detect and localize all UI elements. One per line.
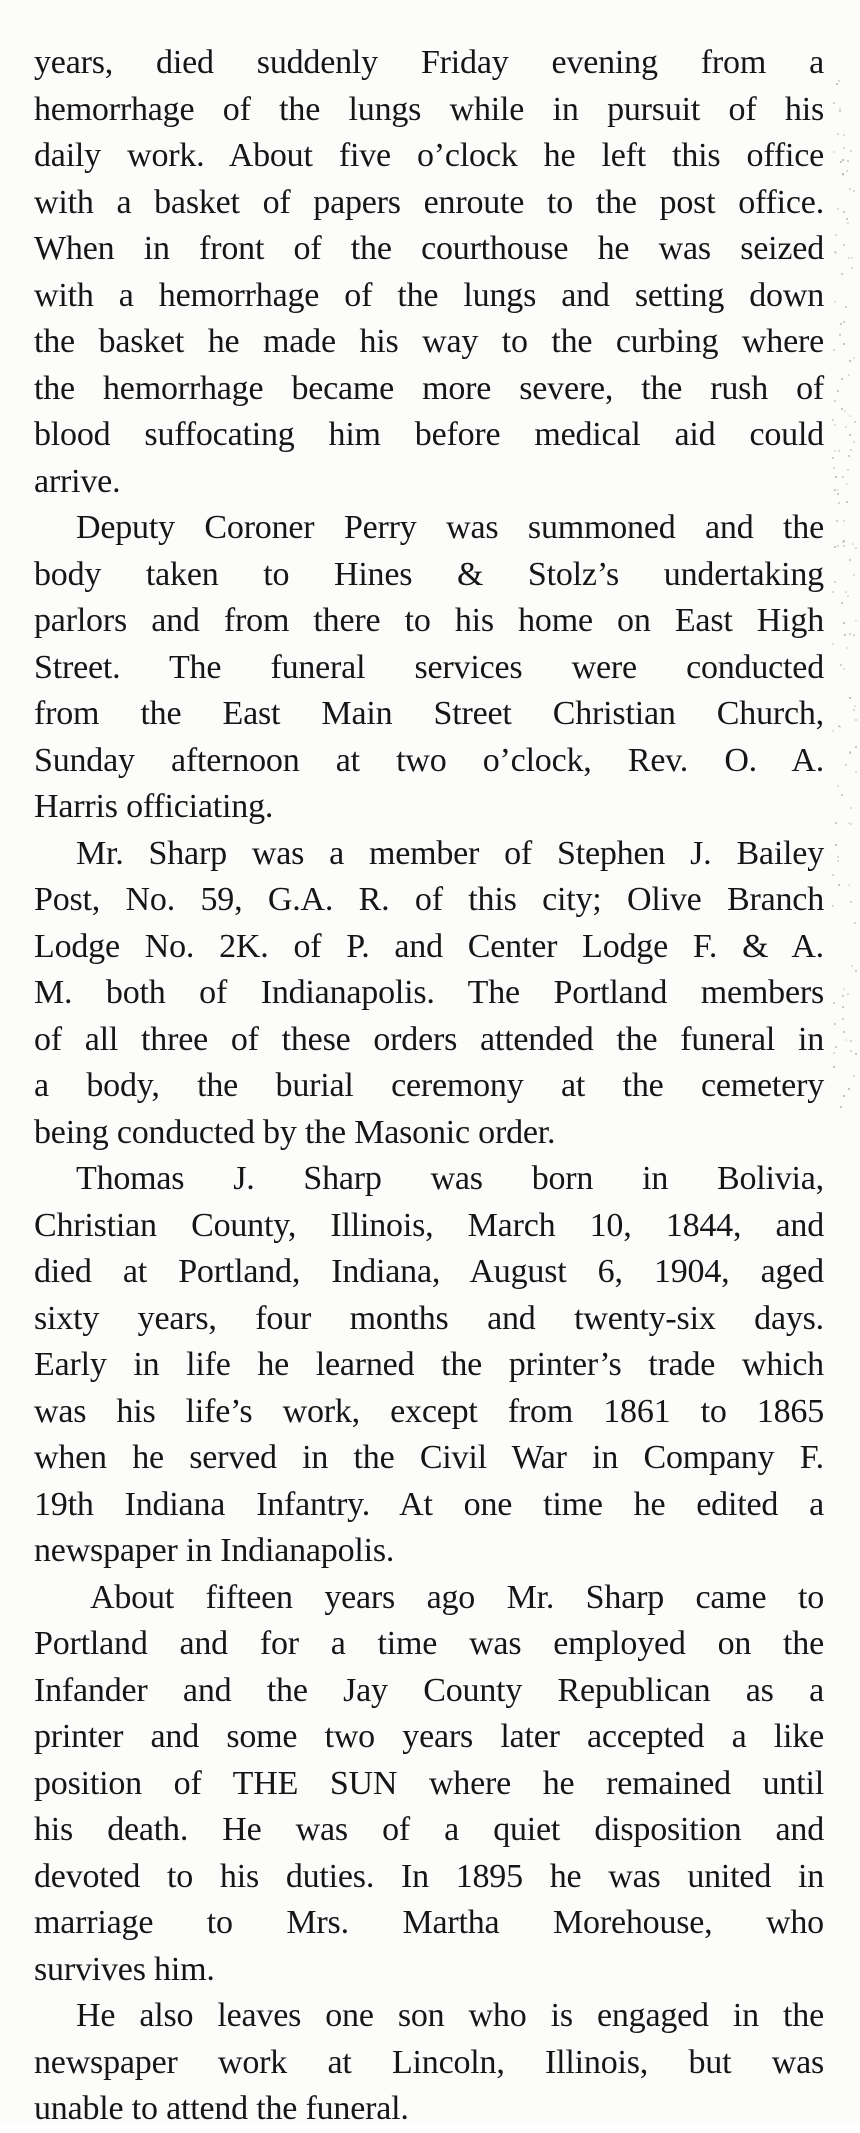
text-line: printer and some two years later accepted a like [34, 1718, 824, 1755]
scan-speck [840, 161, 842, 163]
text-line: Lodge No. 2K. of P. and Center Lodge F. & A. [34, 927, 824, 965]
text-line: newspaper in Indianapolis. [34, 1532, 395, 1569]
scan-speck [847, 993, 849, 995]
scan-speck [834, 400, 836, 402]
scan-speck [850, 807, 852, 809]
scan-speck [850, 823, 852, 825]
scan-speck [853, 190, 855, 192]
scan-speck [841, 273, 843, 275]
text-line: with a hemorrhage of the lungs and setting down [34, 276, 824, 314]
scan-speck [854, 421, 856, 423]
scan-edge-specks [830, 0, 860, 2123]
text-line: Early in life he learned the printer’s trade which [34, 1346, 824, 1383]
scan-speck [855, 746, 857, 748]
paragraph-survivors [34, 1993, 824, 2133]
scan-speck [835, 844, 837, 846]
scan-speck [838, 450, 840, 452]
scan-speck [834, 251, 836, 253]
text-line: Sunday afternoon at two o’clock, Rev. O. A. [34, 741, 824, 779]
scan-speck [843, 545, 845, 547]
scan-speck [849, 360, 851, 362]
scan-speck [849, 434, 851, 436]
scan-speck [834, 546, 836, 548]
scan-speck [843, 988, 845, 990]
scan-speck [855, 719, 857, 721]
paragraph-portland-employment [34, 1575, 824, 1994]
scan-speck [838, 80, 840, 82]
scan-speck [837, 489, 839, 491]
text-line: daily work. About five o’clock he left this office [34, 137, 824, 174]
scan-speck [843, 134, 845, 136]
text-line: When in front of the courthouse he was seized [34, 230, 824, 267]
scan-speck [837, 390, 839, 392]
text-line: Christian County, Illinois, March 10, 1844, and [34, 1206, 824, 1244]
scan-speck [843, 1031, 845, 1033]
paragraph-memberships [34, 831, 824, 1157]
scan-speck [843, 343, 845, 345]
scan-speck [832, 591, 834, 593]
scan-speck [842, 1006, 844, 1008]
scan-speck [832, 457, 834, 459]
text-line: being conducted by the Masonic order. [34, 1113, 556, 1151]
scan-speck [834, 301, 836, 303]
text-line: Infander and the Jay County Republican as a [34, 1671, 824, 1709]
text-line: of all three of these orders attended the funeral in [34, 1020, 824, 1058]
text-line: Portland and for a time was employed on the [34, 1625, 824, 1662]
scan-speck [832, 730, 834, 732]
paragraph-funeral-services [34, 505, 824, 831]
scan-speck [848, 822, 850, 824]
scan-speck [839, 108, 841, 110]
text-line: parlors and from there to his home on East High [34, 602, 824, 639]
scan-speck [853, 709, 855, 711]
scan-speck [851, 257, 853, 259]
scan-speck [834, 1023, 836, 1025]
text-line: hemorrhage of the lungs while in pursuit of his [34, 90, 824, 128]
scan-speck [849, 751, 851, 753]
scan-speck [842, 995, 844, 997]
text-line: died at Portland, Indiana, August 6, 1904, aged [34, 1253, 824, 1290]
scan-speck [850, 1050, 852, 1052]
scan-speck [849, 415, 851, 417]
scan-speck [851, 965, 853, 967]
scan-speck [841, 794, 843, 796]
scan-speck [837, 133, 839, 135]
scan-speck [847, 595, 849, 597]
scan-speck [851, 267, 853, 269]
scan-speck [834, 581, 836, 583]
text-line: Post, No. 59, G.A. R. of this city; Olive Branch [34, 881, 824, 918]
scan-speck [848, 257, 850, 259]
scan-speck [837, 545, 839, 547]
scan-speck [841, 602, 843, 604]
scan-speck [835, 1046, 837, 1048]
scan-speck [846, 483, 848, 485]
scan-speck [833, 349, 835, 351]
scan-speck [833, 102, 835, 104]
scan-speck [854, 705, 856, 707]
scan-speck [844, 634, 846, 636]
text-line: marriage to Mrs. Martha Morehouse, who [34, 1904, 824, 1941]
scan-speck [848, 374, 850, 376]
text-line: blood suffocating him before medical aid could [34, 416, 824, 453]
scan-speck [849, 697, 851, 699]
text-line: the basket he made his way to the curbing where [34, 323, 824, 360]
paragraph-biography [34, 1156, 824, 1575]
scan-speck [843, 622, 845, 624]
scan-speck [839, 334, 841, 336]
scan-speck [840, 323, 842, 325]
scan-speck [845, 1039, 847, 1041]
scan-speck [850, 901, 852, 903]
scan-speck [843, 668, 845, 670]
scan-speck [839, 110, 841, 112]
scan-speck [845, 591, 847, 593]
scan-speck [833, 1052, 835, 1054]
text-line: He also leaves one son who is engaged in the [76, 1997, 824, 2034]
text-line: sixty years, four months and twenty-six days. [34, 1299, 824, 1337]
scan-speck [833, 1002, 835, 1004]
scan-speck [853, 1075, 855, 1077]
scan-speck [843, 147, 845, 149]
text-line: years, died suddenly Friday evening from a [34, 44, 824, 81]
text-line: Street. The funeral services were conducted [34, 648, 824, 686]
scan-speck [837, 856, 839, 858]
scan-speck [846, 647, 848, 649]
paragraph-death-account [34, 40, 824, 505]
scan-speck [832, 905, 834, 907]
scan-speck [854, 922, 856, 924]
scan-speck [842, 1018, 844, 1020]
scan-speck [838, 884, 840, 886]
scan-speck [842, 173, 844, 175]
text-line: arrive. [34, 462, 121, 500]
scan-speck [845, 764, 847, 766]
scan-speck [836, 520, 838, 522]
scan-speck [853, 634, 855, 636]
scan-speck [833, 1066, 835, 1068]
scan-speck [841, 378, 843, 380]
scan-speck [848, 1088, 850, 1090]
scan-speck [843, 211, 845, 213]
scan-speck [832, 419, 834, 421]
scan-speck [832, 874, 834, 876]
text-line: position of THE SUN where he remained until [34, 1764, 824, 1802]
text-line: newspaper work at Lincoln, Illinois, but was [34, 2043, 824, 2081]
scan-speck [843, 244, 845, 246]
scan-speck [849, 559, 851, 561]
scan-speck [846, 170, 848, 172]
scan-speck [855, 1053, 857, 1055]
text-line: his death. He was of a quiet disposition and [34, 1811, 824, 1848]
text-line: About fifteen years ago Mr. Sharp came to [90, 1578, 824, 1616]
scan-speck [834, 489, 836, 491]
scan-speck [835, 822, 837, 824]
scan-speck [845, 426, 847, 428]
text-line: Deputy Coroner Perry was summoned and the [76, 509, 824, 546]
article-column [34, 40, 824, 2133]
text-line: unable to attend the funeral. [34, 2090, 409, 2127]
scan-speck [838, 725, 840, 727]
text-line: Thomas J. Sharp was born in Bolivia, [76, 1160, 824, 1197]
scan-speck [838, 502, 840, 504]
text-line: 19th Indiana Infantry. At one time he edited a [34, 1485, 824, 1523]
scan-speck [847, 160, 849, 162]
scan-speck [843, 321, 845, 323]
scan-speck [848, 455, 850, 457]
text-line: survives him. [34, 1950, 215, 1988]
scan-speck [837, 785, 839, 787]
scan-speck [855, 620, 857, 622]
text-line: devoted to his duties. In 1895 he was united in [34, 1857, 824, 1895]
scan-speck [850, 449, 852, 451]
scan-speck [853, 441, 855, 443]
scan-speck [850, 1040, 852, 1042]
scan-speck [837, 493, 839, 495]
scan-speck [833, 467, 835, 469]
text-line: a body, the burial ceremony at the cemetery [34, 1067, 824, 1104]
scan-speck [842, 541, 844, 543]
scan-speck [853, 574, 855, 576]
scan-speck [846, 218, 848, 220]
text-line: with a basket of papers enroute to the post office. [34, 183, 824, 221]
text-line: Harris officiating. [34, 788, 274, 825]
scan-speck [855, 771, 857, 773]
scan-speck [847, 222, 849, 224]
text-line: was his life’s work, except from 1861 to 1865 [34, 1392, 824, 1430]
scan-speck [853, 357, 855, 359]
text-line: when he served in the Civil War in Company F. [34, 1439, 824, 1476]
text-line: body taken to Hines & Stolz’s undertaking [34, 555, 824, 593]
text-line: M. both of Indianapolis. The Portland members [34, 974, 824, 1011]
scan-speck [848, 884, 850, 886]
text-line: the hemorrhage became more severe, the rush of [34, 369, 824, 407]
scan-speck [850, 150, 852, 152]
scan-speck [840, 1106, 842, 1108]
scan-speck [842, 476, 844, 478]
scan-speck [835, 234, 837, 236]
scan-speck [837, 208, 839, 210]
scan-speck [843, 1095, 845, 1097]
scan-speck [849, 188, 851, 190]
scan-speck [855, 970, 857, 972]
scan-speck [837, 860, 839, 862]
scan-speck [842, 159, 844, 161]
scan-speck [849, 633, 851, 635]
scan-speck [845, 306, 847, 308]
text-line: from the East Main Street Christian Church, [34, 695, 824, 732]
scan-speck [844, 410, 846, 412]
scan-speck [840, 664, 842, 666]
scan-speck [834, 450, 836, 452]
scan-speck [835, 476, 837, 478]
scan-speck [852, 543, 854, 545]
scan-speck [847, 469, 849, 471]
text-line: Mr. Sharp was a member of Stephen J. Bailey [76, 834, 824, 872]
scan-speck [833, 151, 835, 153]
scan-speck [834, 424, 836, 426]
scan-speck [832, 643, 834, 645]
scan-speck [836, 83, 838, 85]
scan-speck [846, 501, 848, 503]
scan-speck [841, 408, 843, 410]
scan-speck [855, 547, 857, 549]
scan-speck [843, 520, 845, 522]
